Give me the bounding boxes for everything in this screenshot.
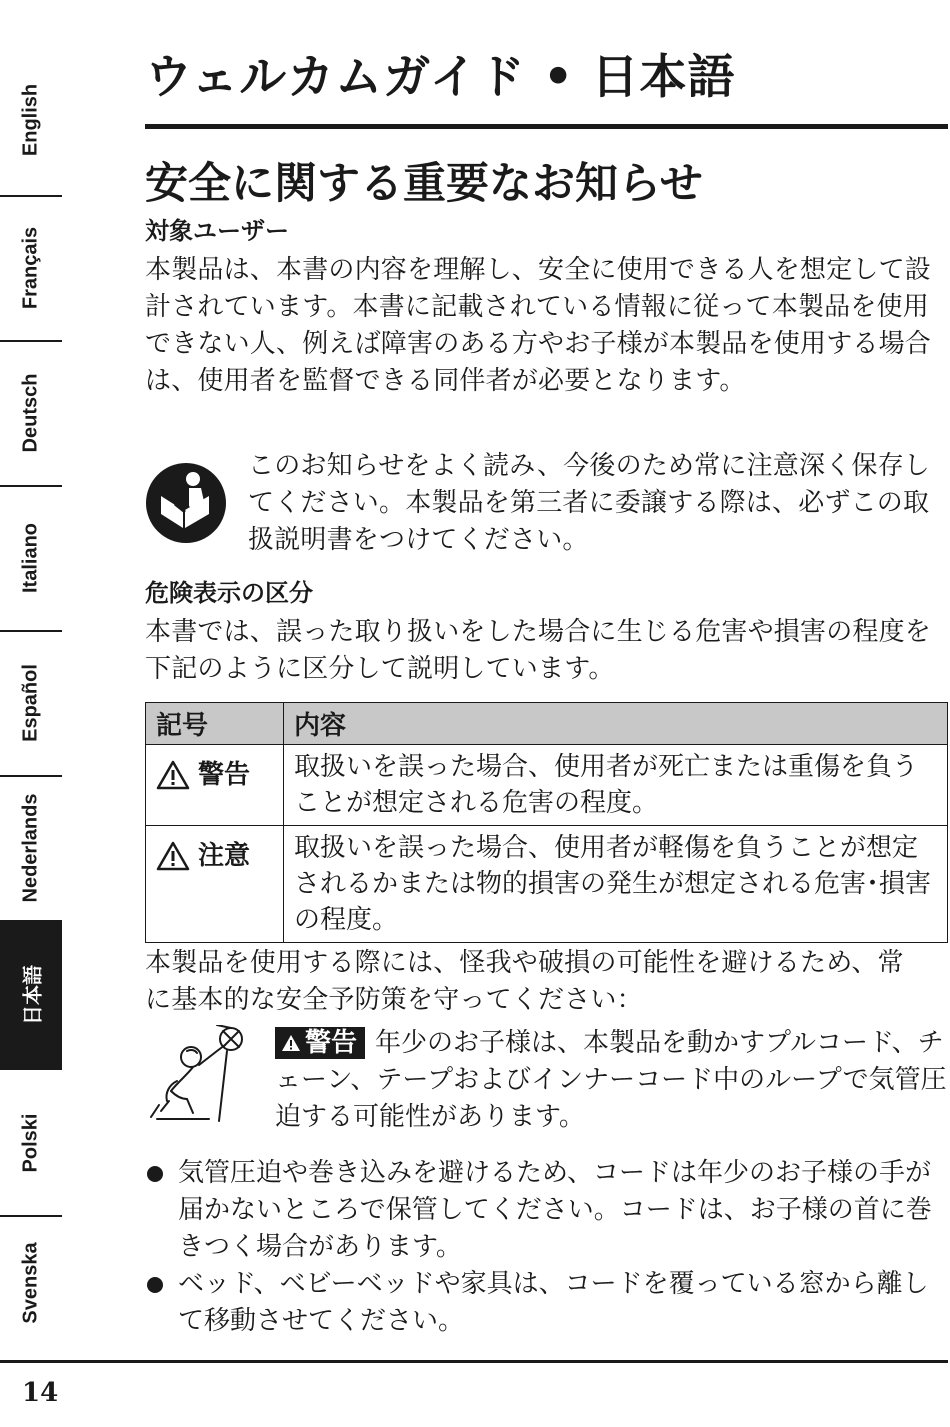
lang-tab-label: Polski: [19, 1113, 42, 1172]
child-cord-hazard-illustration: [147, 1025, 267, 1125]
table-row: [146, 826, 948, 943]
read-manual-icon: [145, 462, 227, 544]
lang-tab-nederlands[interactable]: [0, 775, 62, 920]
lang-tab-english[interactable]: [0, 45, 62, 197]
lang-tab-label: Deutsch: [19, 373, 42, 452]
read-notice-text: このお知らせをよく読み、今後のため常に注意深く保存してください。本製品を第三者に委譲する際は、必ずこの取扱説明書をつけてください。: [248, 451, 930, 555]
lang-tab-deutsch[interactable]: [0, 340, 62, 487]
lang-tab-polski[interactable]: [0, 1070, 62, 1217]
table-header-symbol: 記号: [146, 703, 284, 745]
lang-tab-francais[interactable]: [0, 195, 62, 342]
lang-tab-label: 日本語: [22, 965, 45, 1025]
symbol-label-warning: 警告: [198, 760, 251, 790]
list-item: ベッド、ベビーベッドや家具は、コードを覆っている窓から離して移動させてください。: [145, 1266, 948, 1340]
warning-triangle-icon: [281, 1034, 301, 1052]
page-title: ウェルカムガイド • 日本語: [145, 50, 736, 105]
lang-tab-japanese[interactable]: [0, 920, 62, 1070]
lang-tab-label: Español: [19, 663, 42, 742]
lang-tab-svenska[interactable]: [0, 1215, 62, 1350]
intended-users-text: 本製品は、本書の内容を理解し、安全に使用できる人を想定して設計されています。本書に記載されている情報に従って本製品を使用できない人、例えば障害のある方やお子様が本製品を使用する場合は、使用者を監督できる同伴者が必要となります。: [145, 255, 932, 396]
warning-triangle-icon: [156, 760, 190, 790]
lang-tab-label: Nederlands: [19, 793, 42, 902]
footer-divider: [0, 1360, 948, 1363]
table-cell-description: 取扱いを誤った場合、使用者が軽傷を負うことが想定されるかまたは物的損害の発生が想定される危害･損害の程度。: [284, 826, 948, 943]
symbol-label-caution: 注意: [198, 841, 251, 871]
lang-tab-italiano[interactable]: [0, 485, 62, 632]
intended-users-heading: 対象ユーザー: [145, 217, 289, 245]
warning-triangle-icon: [156, 841, 190, 871]
precaution-text: 本製品を使用する際には、怪我や破損の可能性を避けるため、常に基本的な安全予防策を守ってください：: [145, 948, 904, 1015]
list-item: 気管圧迫や巻き込みを避けるため、コードは年少のお子様の手が届かないところで保管してください。コードは、お子様の首に巻きつく場合があります。: [145, 1155, 948, 1266]
table-row: [146, 745, 948, 826]
warning-badge: [275, 1027, 365, 1059]
hazard-classification-text: 本書では、誤った取り扱いをした場合に生じる危害や損害の程度を下記のように区分して説明しています。: [145, 617, 932, 684]
lang-tab-espanol[interactable]: [0, 630, 62, 777]
page-number: 14: [22, 1378, 59, 1408]
safety-bullet-list: [145, 1155, 948, 1340]
table-cell-symbol: [146, 745, 284, 826]
lang-tab-label: Italiano: [19, 522, 42, 593]
lang-tab-label: Svenska: [19, 1241, 42, 1324]
warning-text: [275, 1025, 948, 1136]
hazard-classification-heading: 危険表示の区分: [145, 579, 313, 607]
table-header-row: [146, 703, 948, 745]
section-heading: 安全に関する重要なお知らせ: [145, 159, 703, 209]
table-cell-symbol: [146, 826, 284, 943]
title-divider: [145, 124, 948, 129]
warning-body: 年少のお子様は、本製品を動かすプルコード、チェーン、テープおよびインナーコード中のループで気管圧迫する可能性があります。: [275, 1028, 947, 1132]
lang-tab-label: Français: [19, 226, 42, 309]
hazard-table: [145, 702, 948, 943]
table-header-description: 内容: [284, 703, 948, 745]
warning-badge-label: 警告: [305, 1028, 358, 1058]
lang-tab-label: English: [19, 83, 42, 157]
table-cell-description: 取扱いを誤った場合、使用者が死亡または重傷を負うことが想定される危害の程度。: [284, 745, 948, 826]
